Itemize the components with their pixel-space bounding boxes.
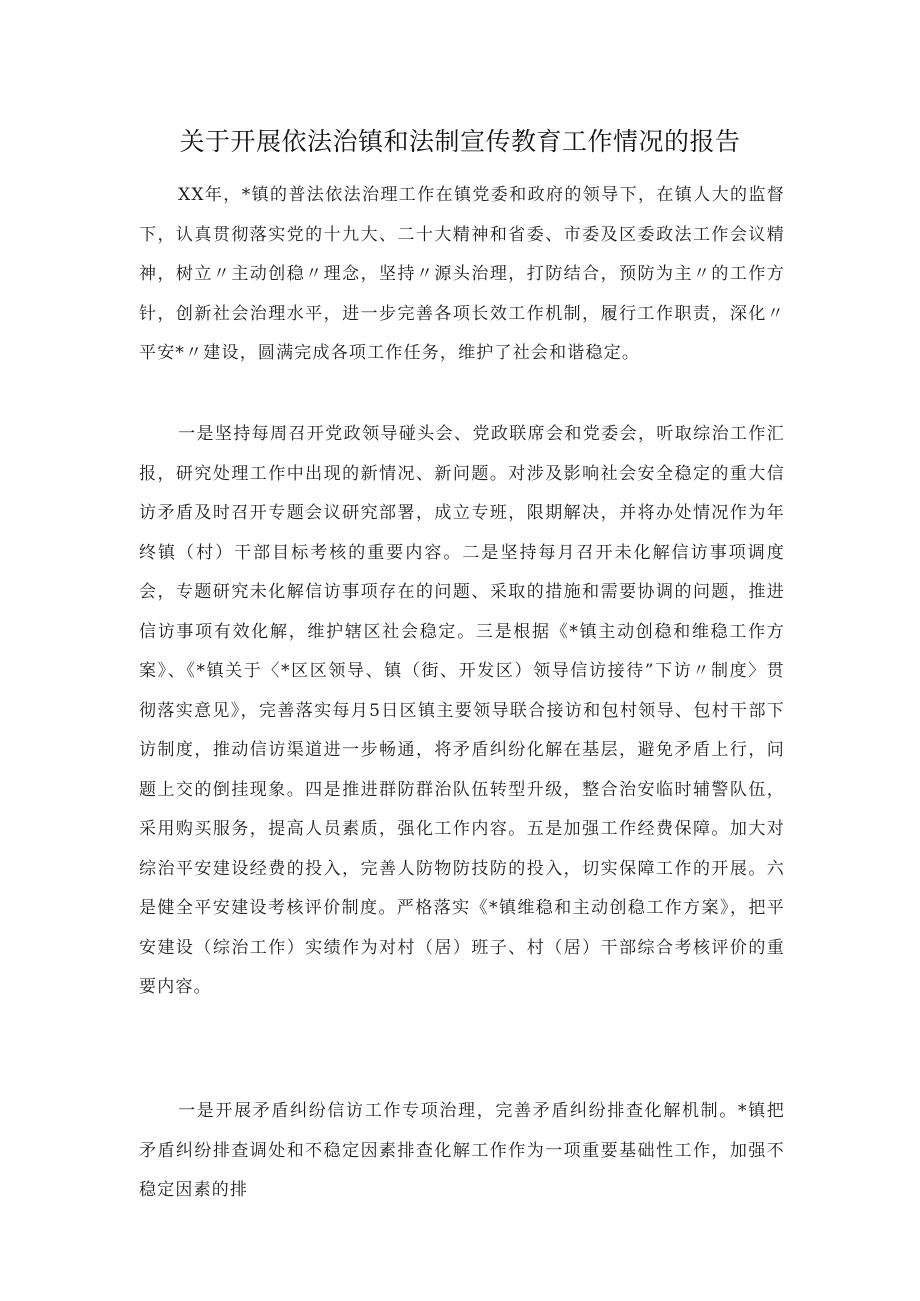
document-title: 关于开展依法治镇和法制宣传教育工作情况的报告: [179, 127, 741, 156]
paragraph-measures: 一是坚持每周召开党政领导碰头会、党政联席会和党委会，听取综治工作汇报，研究处理工作中出现的新情况、新问题。对涉及影响社会安全稳定的重大信访矛盾及时召开专题会议研究部署，成立专班，限期解决，并将办处情况作为年终镇（村）干部目标考核的重要内容。二是坚持每月召开未化解信访事项调度会，专题研究未化解信访事项存在的问题、采取的措施和需要协调的问题，推进信访事项有效化解，维护辖区社会稳定。三是根据《*镇主动创稳和维稳工作方案》、《*镇关于〈*区区领导、镇（街、开发区）领导信访接待”下访〃制度〉贯彻落实意见》，完善落实每月5日区镇主要领导联合接访和包村领导、包村干部下访制度，推动信访渠道进一步畅通，将矛盾纠纷化解在基层，避免矛盾上行，问题上交的倒挂现象。四是推进群防群治队伍转型升级，整合治安临时辅警队伍，采用购买服务，提高人员素质，强化工作内容。五是加强工作经费保障。加大对综治平安建设经费的投入，完善人防物防技防的投入，切实保障工作的开展。六是健全平安建设考核评价制度。严格落实《*镇维稳和主动创稳工作方案》，把平安建设（综治工作）实绩作为对村（居）班子、村（居）干部综合考核评价的重要内容。: [139, 424, 785, 997]
paragraph-intro: XX年，*镇的普法依法治理工作在镇党委和政府的领导下，在镇人大的监督下，认真贯彻落实党的十九大、二十大精神和省委、市委及区委政法工作会议精神，树立〃主动创稳〃理念，坚持〃源头治理，打防结合，预防为主〃的工作方针，创新社会治理水平，进一步完善各项长效工作机制，履行工作职责，深化〃平安*〃建设，圆满完成各项工作任务，维护了社会和谐稳定。: [139, 185, 785, 363]
paragraph-dispute-resolution: 一是开展矛盾纠纷信访工作专项治理，完善矛盾纠纷排查化解机制。*镇把矛盾纠纷排查调处和不稳定因素排查化解工作作为一项重要基础性工作，加强不稳定因素的排: [139, 1101, 785, 1200]
